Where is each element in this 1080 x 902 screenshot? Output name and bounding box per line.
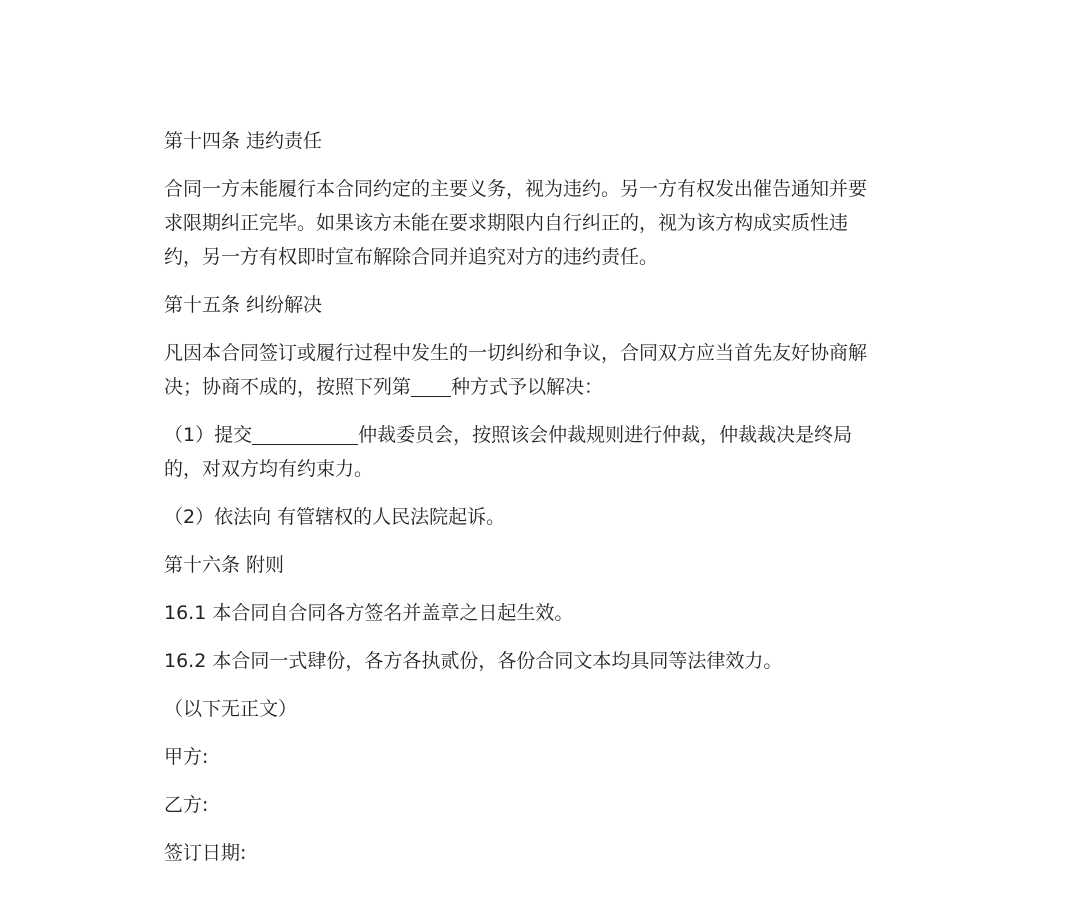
option-1-line-1 bbox=[164, 418, 924, 452]
article-15-intro bbox=[164, 336, 924, 404]
article-15-intro-line-2 bbox=[164, 370, 924, 404]
arbitration-commission-blank[interactable] bbox=[252, 422, 358, 445]
article-15-intro-line-2-b: 种方式予以解决： bbox=[451, 376, 604, 398]
article-16-title: 第十六条 附则 bbox=[164, 554, 285, 576]
option-1-text: 仲裁委员会，按照该会仲裁规则进行仲裁，仲裁裁决是终局 bbox=[358, 424, 853, 446]
article-14-line-3: 约，另一方有权即时宣布解除合同并追究对方的违约责任。 bbox=[164, 246, 659, 268]
signing-date-label: 签订日期: bbox=[164, 842, 247, 864]
article-14-title: 第十四条 违约责任 bbox=[164, 130, 323, 152]
article-15-intro-line-1: 凡因本合同签订或履行过程中发生的一切纠纷和争议，合同双方应当首先友好协商解 bbox=[164, 342, 868, 364]
article-15-intro-line-2-a: 决；协商不成的，按照下列第 bbox=[164, 376, 412, 398]
option-1-line-2: 的，对双方均有约束力。 bbox=[164, 458, 374, 480]
option-2: （2）依法向 有管辖权的人民法院起诉。 bbox=[164, 506, 506, 528]
contract-document bbox=[164, 124, 924, 884]
article-14-line-1: 合同一方未能履行本合同约定的主要义务，视为违约。另一方有权发出催告通知并要 bbox=[164, 178, 868, 200]
method-number-blank[interactable] bbox=[411, 374, 451, 397]
article-14-line-2: 求限期纠正完毕。如果该方未能在要求期限内自行纠正的，视为该方构成实质性违 bbox=[164, 212, 849, 234]
clause-16-1: 16.1 本合同自合同各方签名并盖章之日起生效。 bbox=[164, 602, 574, 624]
option-1-label: （1）提交 bbox=[164, 424, 253, 446]
clause-16-2: 16.2 本合同一式肆份，各方各执贰份，各份合同文本均具同等法律效力。 bbox=[164, 650, 783, 672]
party-a-signature-label: 甲方: bbox=[164, 746, 209, 768]
article-15-title: 第十五条 纠纷解决 bbox=[164, 294, 323, 316]
article-14-body bbox=[164, 172, 924, 274]
option-1 bbox=[164, 418, 924, 486]
party-b-signature-label: 乙方: bbox=[164, 794, 209, 816]
no-further-text-note: （以下无正文） bbox=[164, 698, 298, 720]
